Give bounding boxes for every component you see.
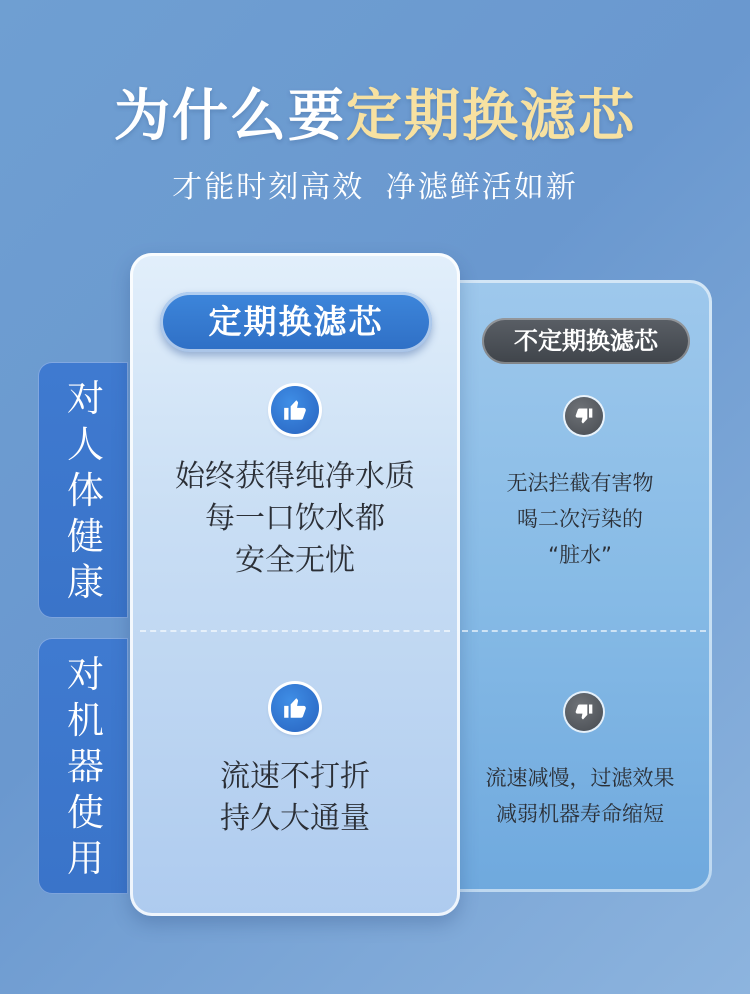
row-label-char: 健 [67,515,104,558]
text-line: 减弱机器寿命缩短 [496,802,664,826]
text-line: 始终获得纯净水质 [175,459,415,494]
bad-health-text [455,465,705,573]
text-line: 喝二次污染的 [517,507,643,531]
row-label-char: 对 [67,377,104,420]
row-label-char: 康 [67,561,104,604]
text-line: 流速不打折 [220,759,370,794]
row-label-char: 用 [67,837,104,880]
text-line: 流速减慢，过滤效果 [485,766,675,790]
row-label-char: 对 [67,653,104,696]
row-label-machine-text [38,652,133,882]
bad-machine-text [455,760,705,832]
thumbs-down-icon [565,397,603,435]
good-column-header: 定期换滤芯 [160,292,432,352]
row-divider-right [462,630,706,632]
title-highlight: 定期换滤芯 [346,84,636,149]
row-label-health [38,362,128,618]
text-line: 无法拦截有害物 [506,471,654,495]
thumbs-down-icon [565,693,603,731]
text-line: 安全无忧 [235,543,355,578]
row-label-char: 体 [67,469,104,512]
text-line: 持久大通量 [220,801,370,836]
thumbs-up-icon [271,386,319,434]
row-label-char: 使 [67,791,104,834]
good-machine-text [135,756,455,840]
row-label-char: 人 [67,423,104,466]
row-label-char: 器 [67,745,104,788]
row-label-health-text [38,376,133,606]
good-health-text [135,456,455,582]
title-plain: 为什么要 [114,84,346,149]
thumbs-up-icon [271,684,319,732]
page-title [0,72,750,152]
page-subtitle: 才能时刻高效 净滤鲜活如新 [172,170,578,205]
text-line: 每一口饮水都 [205,501,385,536]
bad-column-header: 不定期换滤芯 [482,318,690,364]
row-label-machine [38,638,128,894]
row-label-char: 机 [67,699,104,742]
text-line: “脏水” [548,543,612,567]
row-divider-left [140,630,450,632]
